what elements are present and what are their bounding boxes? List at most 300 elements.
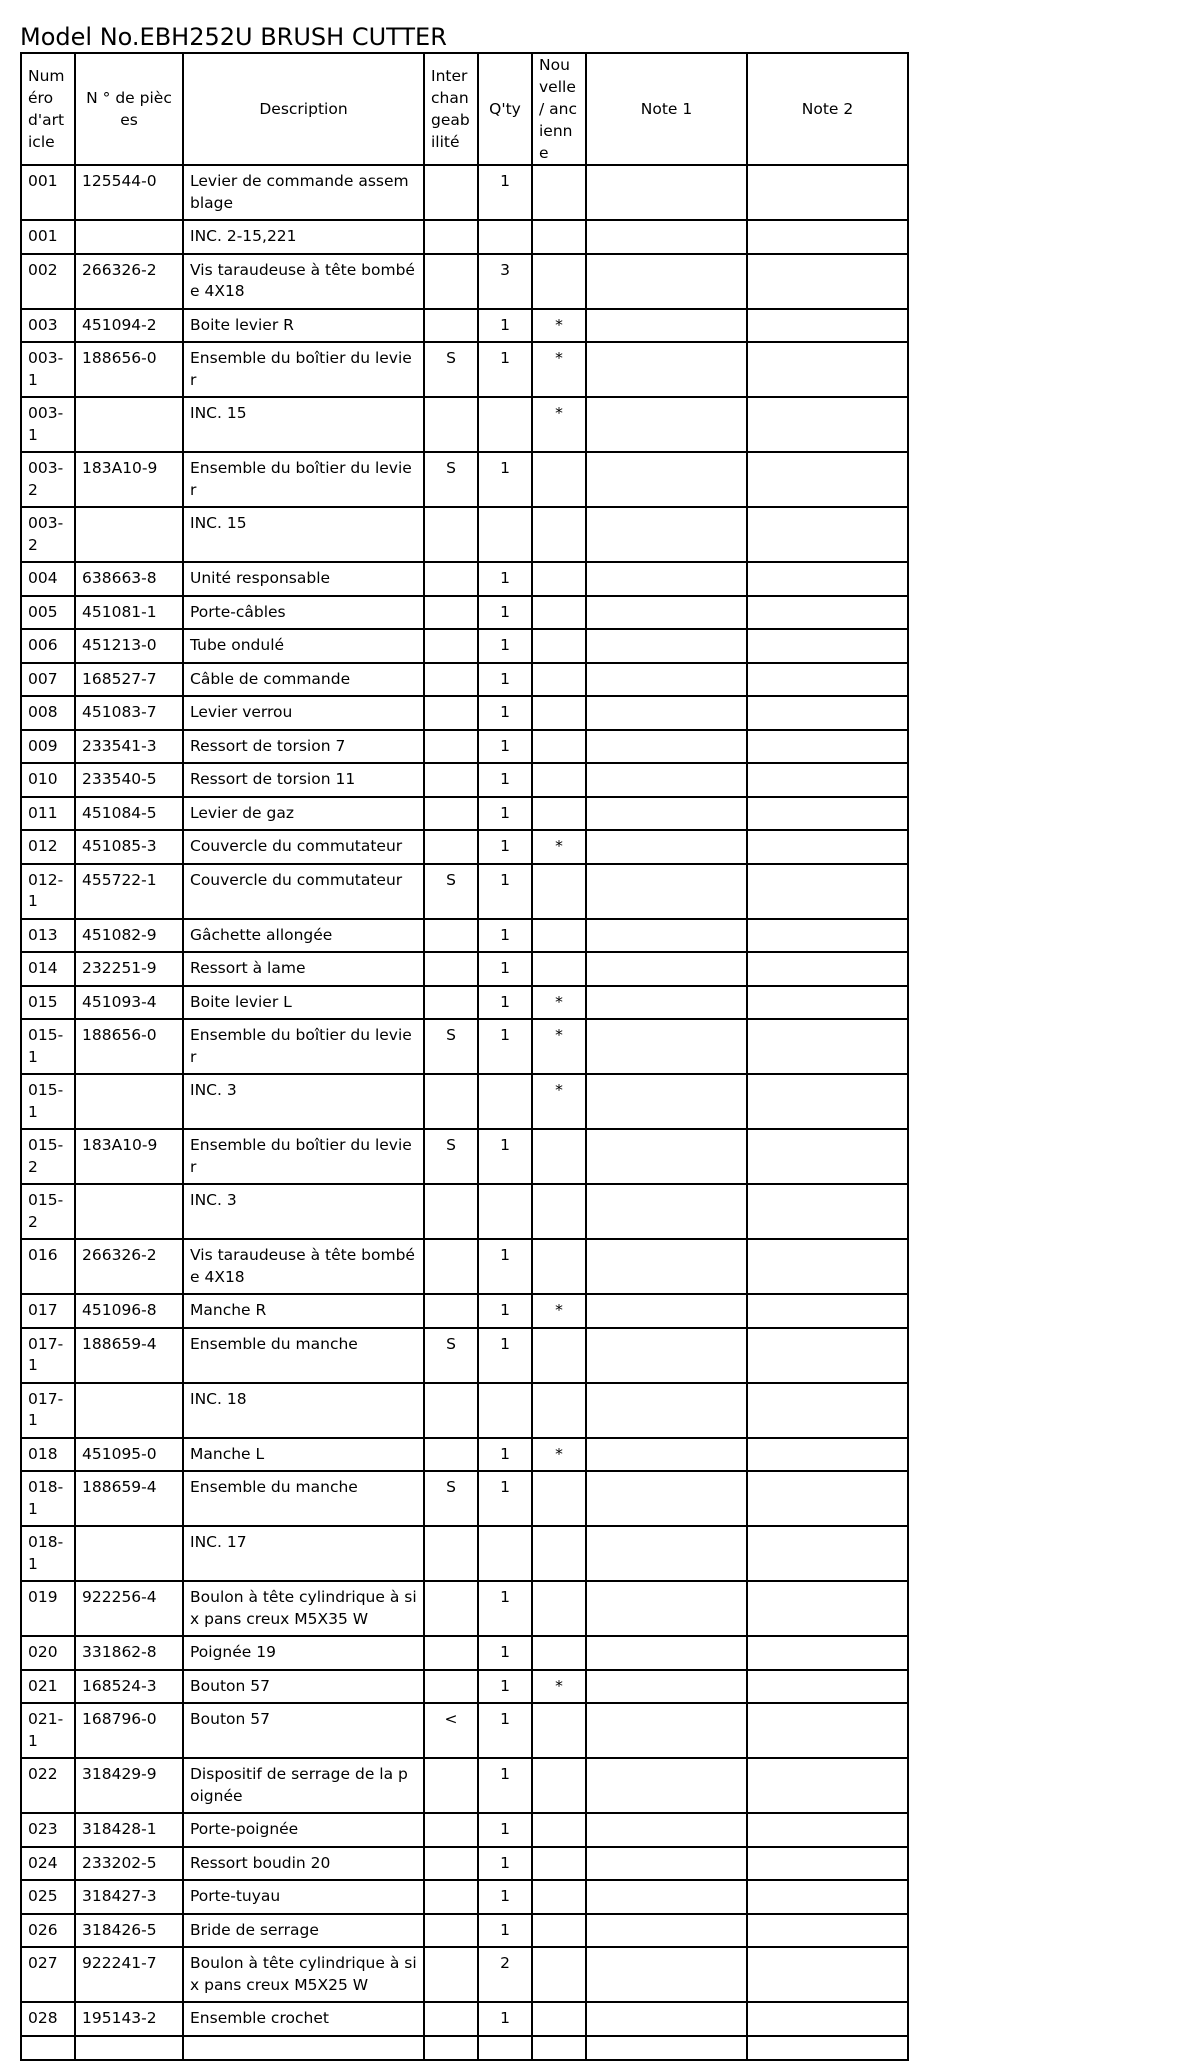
cell-description: Ressort de torsion 11 [183, 763, 424, 797]
cell-note-1 [586, 1383, 747, 1438]
cell-interchangeability [424, 1670, 478, 1704]
table-row [21, 254, 908, 309]
table-row [21, 507, 908, 562]
cell-note-1 [586, 830, 747, 864]
cell-note-1 [586, 254, 747, 309]
cell-description: Boite levier R [183, 309, 424, 343]
cell-note-1 [586, 1239, 747, 1294]
cell-quantity [478, 507, 532, 562]
cell-note-2 [747, 1438, 908, 1472]
cell-quantity: 1 [478, 1914, 532, 1948]
table-row [21, 1914, 908, 1948]
cell-note-2 [747, 342, 908, 397]
cell-item-number: 015-1 [21, 1074, 75, 1129]
cell-part-number: 188656-0 [75, 1019, 183, 1074]
cell-note-2 [747, 663, 908, 697]
cell-note-1 [586, 1471, 747, 1526]
header-quantity: Q'ty [478, 53, 532, 165]
cell-description: INC. 3 [183, 1074, 424, 1129]
cell-description: Porte-tuyau [183, 1880, 424, 1914]
cell-interchangeability [424, 1847, 478, 1881]
table-row [21, 1670, 908, 1704]
cell-interchangeability [424, 629, 478, 663]
cell-note-1 [586, 342, 747, 397]
cell-part-number [75, 1383, 183, 1438]
cell-part-number: 318426-5 [75, 1914, 183, 1948]
cell-new-old [532, 1947, 586, 2002]
table-row [21, 797, 908, 831]
cell-part-number: 455722-1 [75, 864, 183, 919]
cell-description: Bride de serrage [183, 1914, 424, 1948]
cell-quantity: 1 [478, 2002, 532, 2036]
cell-description: Couvercle du commutateur [183, 864, 424, 919]
cell-interchangeability: S [424, 864, 478, 919]
cell-new-old [532, 1914, 586, 1948]
cell-description: Câble de commande [183, 663, 424, 697]
cell-item-number: 003-1 [21, 397, 75, 452]
cell-quantity: 1 [478, 952, 532, 986]
cell-new-old [532, 1526, 586, 1581]
cell-interchangeability: S [424, 452, 478, 507]
cell-quantity: 1 [478, 1847, 532, 1881]
cell-quantity: 1 [478, 1670, 532, 1704]
cell-note-1 [586, 696, 747, 730]
cell-note-1 [586, 629, 747, 663]
table-row [21, 1328, 908, 1383]
cell-note-1 [586, 2002, 747, 2036]
cell-note-1 [586, 220, 747, 254]
cell-description: Levier de commande assemblage [183, 165, 424, 220]
cell-item-number: 015 [21, 986, 75, 1020]
cell-description: Boulon à tête cylindrique à six pans creux M5X35 W [183, 1581, 424, 1636]
cell-description: Ensemble du boîtier du levier [183, 342, 424, 397]
cell-quantity [478, 220, 532, 254]
cell-note-2 [747, 1670, 908, 1704]
cell-new-old: * [532, 1438, 586, 1472]
cell-description: Gâchette allongée [183, 919, 424, 953]
cell-description: Ensemble du boîtier du levier [183, 452, 424, 507]
cell-note-1 [586, 1019, 747, 1074]
cell-item-number: 003-2 [21, 507, 75, 562]
cell-new-old [532, 1184, 586, 1239]
table-row [21, 1880, 908, 1914]
cell-note-1 [586, 1847, 747, 1881]
cell-description: Ensemble crochet [183, 2002, 424, 2036]
cell-description: Manche L [183, 1438, 424, 1472]
cell-note-1 [586, 952, 747, 986]
table-row [21, 220, 908, 254]
cell-interchangeability [424, 952, 478, 986]
cell-interchangeability [424, 1947, 478, 2002]
header-description: Description [183, 53, 424, 165]
cell-note-1 [586, 1581, 747, 1636]
cell-new-old [532, 1129, 586, 1184]
table-row [21, 1074, 908, 1129]
cell-quantity: 1 [478, 864, 532, 919]
cell-note-1 [586, 1703, 747, 1758]
table-row [21, 2002, 908, 2036]
cell-description: Levier verrou [183, 696, 424, 730]
cell-item-number: 013 [21, 919, 75, 953]
cell-note-1 [586, 596, 747, 630]
cell-quantity: 1 [478, 1019, 532, 1074]
cell-quantity: 1 [478, 763, 532, 797]
cell-note-2 [747, 1129, 908, 1184]
cell-part-number [75, 1074, 183, 1129]
cell-item-number: 007 [21, 663, 75, 697]
cell-part-number: 232251-9 [75, 952, 183, 986]
cell-note-1 [586, 1526, 747, 1581]
cell-part-number: 318429-9 [75, 1758, 183, 1813]
cell-part-number: 318428-1 [75, 1813, 183, 1847]
table-row [21, 1636, 908, 1670]
cell-part-number: 451085-3 [75, 830, 183, 864]
cell-description: Ressort de torsion 7 [183, 730, 424, 764]
cell-item-number: 009 [21, 730, 75, 764]
cell-note-2 [747, 562, 908, 596]
cell-part-number: 168524-3 [75, 1670, 183, 1704]
cell-part-number: 183A10-9 [75, 452, 183, 507]
cell-new-old [532, 452, 586, 507]
cell-description: Levier de gaz [183, 797, 424, 831]
cell-part-number: 233540-5 [75, 763, 183, 797]
cell-description: Bouton 57 [183, 1703, 424, 1758]
cell-item-number: 017-1 [21, 1328, 75, 1383]
cell-item-number: 014 [21, 952, 75, 986]
cell-new-old: * [532, 1019, 586, 1074]
cell-interchangeability [424, 1239, 478, 1294]
cell-note-2 [747, 397, 908, 452]
cell-note-2 [747, 1914, 908, 1948]
cell-note-2 [747, 452, 908, 507]
cell-quantity [478, 1074, 532, 1129]
table-header-row [21, 53, 908, 165]
cell-quantity: 1 [478, 309, 532, 343]
cell-part-number: 183A10-9 [75, 1129, 183, 1184]
cell-quantity: 1 [478, 562, 532, 596]
cell-interchangeability [424, 1880, 478, 1914]
cell-part-number [75, 220, 183, 254]
cell-part-number: 451081-1 [75, 596, 183, 630]
cell-interchangeability [424, 763, 478, 797]
cell-interchangeability [424, 1184, 478, 1239]
cell-item-number: 028 [21, 2002, 75, 2036]
table-row [21, 696, 908, 730]
cell-note-2 [747, 1074, 908, 1129]
cell-interchangeability [424, 220, 478, 254]
cell-description: Boite levier L [183, 986, 424, 1020]
cell-new-old [532, 1581, 586, 1636]
table-row [21, 1129, 908, 1184]
cell-new-old [532, 864, 586, 919]
cell-description: Ressort boudin 20 [183, 1847, 424, 1881]
cell-note-2 [747, 2002, 908, 2036]
cell-note-2 [747, 507, 908, 562]
cell-quantity: 3 [478, 254, 532, 309]
cell-note-2 [747, 797, 908, 831]
cell-interchangeability [424, 397, 478, 452]
cell-description: Bouton 57 [183, 1670, 424, 1704]
table-row [21, 562, 908, 596]
table-row [21, 1471, 908, 1526]
cell-new-old [532, 952, 586, 986]
cell-interchangeability [424, 1813, 478, 1847]
cell-description: INC. 18 [183, 1383, 424, 1438]
cell-quantity: 1 [478, 1328, 532, 1383]
cell-note-1 [586, 1947, 747, 2002]
cell-description: Dispositif de serrage de la poignée [183, 1758, 424, 1813]
cell-interchangeability [424, 596, 478, 630]
cell-note-2 [747, 864, 908, 919]
cell-part-number: 922241-7 [75, 1947, 183, 2002]
cell-part-number: 188659-4 [75, 1328, 183, 1383]
cell-note-2 [747, 1471, 908, 1526]
cell-part-number: 233541-3 [75, 730, 183, 764]
cell-description: Tube ondulé [183, 629, 424, 663]
cell-interchangeability [424, 1758, 478, 1813]
cell-note-2 [747, 1947, 908, 2002]
table-row [21, 629, 908, 663]
cell-note-1 [586, 1758, 747, 1813]
cell-empty [532, 2036, 586, 2060]
cell-note-2 [747, 1383, 908, 1438]
table-row [21, 1526, 908, 1581]
cell-description: INC. 15 [183, 397, 424, 452]
cell-interchangeability [424, 254, 478, 309]
cell-interchangeability: S [424, 1129, 478, 1184]
cell-new-old [532, 797, 586, 831]
cell-item-number: 020 [21, 1636, 75, 1670]
cell-note-1 [586, 1184, 747, 1239]
cell-description: Ensemble du manche [183, 1328, 424, 1383]
cell-quantity: 2 [478, 1947, 532, 2002]
cell-note-1 [586, 1670, 747, 1704]
cell-description: INC. 3 [183, 1184, 424, 1239]
cell-note-1 [586, 452, 747, 507]
cell-description: Vis taraudeuse à tête bombée 4X18 [183, 254, 424, 309]
table-row [21, 919, 908, 953]
cell-note-2 [747, 1526, 908, 1581]
cell-empty [424, 2036, 478, 2060]
cell-quantity: 1 [478, 165, 532, 220]
cell-note-2 [747, 629, 908, 663]
page-title: Model No.EBH252U BRUSH CUTTER [20, 23, 447, 51]
cell-new-old: * [532, 1074, 586, 1129]
cell-quantity: 1 [478, 1636, 532, 1670]
cell-part-number: 195143-2 [75, 2002, 183, 2036]
cell-item-number: 016 [21, 1239, 75, 1294]
table-row [21, 1239, 908, 1294]
cell-quantity: 1 [478, 663, 532, 697]
table-row [21, 730, 908, 764]
cell-description: Porte-poignée [183, 1813, 424, 1847]
cell-interchangeability: S [424, 1019, 478, 1074]
cell-quantity: 1 [478, 596, 532, 630]
table-row [21, 165, 908, 220]
cell-interchangeability [424, 1074, 478, 1129]
cell-part-number: 233202-5 [75, 1847, 183, 1881]
cell-new-old: * [532, 397, 586, 452]
cell-note-1 [586, 1813, 747, 1847]
cell-interchangeability [424, 1383, 478, 1438]
cell-note-2 [747, 1294, 908, 1328]
cell-new-old [532, 507, 586, 562]
cell-part-number: 922256-4 [75, 1581, 183, 1636]
cell-quantity: 1 [478, 342, 532, 397]
cell-note-1 [586, 919, 747, 953]
cell-description: Vis taraudeuse à tête bombée 4X18 [183, 1239, 424, 1294]
cell-note-2 [747, 1239, 908, 1294]
cell-note-1 [586, 1074, 747, 1129]
header-part-number: N ° de pièces [75, 53, 183, 165]
table-row [21, 1703, 908, 1758]
cell-part-number: 451083-7 [75, 696, 183, 730]
table-row [21, 342, 908, 397]
cell-new-old [532, 919, 586, 953]
table-row [21, 763, 908, 797]
cell-note-1 [586, 397, 747, 452]
table-row [21, 864, 908, 919]
cell-description: Ressort à lame [183, 952, 424, 986]
table-row [21, 397, 908, 452]
cell-item-number: 027 [21, 1947, 75, 2002]
cell-quantity [478, 1383, 532, 1438]
cell-item-number: 018-1 [21, 1526, 75, 1581]
cell-part-number: 266326-2 [75, 1239, 183, 1294]
cell-item-number: 008 [21, 696, 75, 730]
cell-item-number: 015-2 [21, 1129, 75, 1184]
cell-item-number: 006 [21, 629, 75, 663]
cell-new-old [532, 696, 586, 730]
cell-quantity: 1 [478, 1703, 532, 1758]
cell-note-2 [747, 952, 908, 986]
cell-item-number: 015-2 [21, 1184, 75, 1239]
cell-new-old [532, 562, 586, 596]
cell-note-1 [586, 797, 747, 831]
table-row [21, 1294, 908, 1328]
cell-new-old [532, 220, 586, 254]
table-row [21, 309, 908, 343]
table-row [21, 1758, 908, 1813]
cell-new-old [532, 1328, 586, 1383]
cell-item-number: 003-1 [21, 342, 75, 397]
cell-new-old [532, 254, 586, 309]
cell-new-old [532, 1636, 586, 1670]
cell-quantity: 1 [478, 1239, 532, 1294]
cell-new-old [532, 596, 586, 630]
cell-description: Ensemble du manche [183, 1471, 424, 1526]
table-row [21, 663, 908, 697]
cell-quantity: 1 [478, 452, 532, 507]
cell-quantity: 1 [478, 1581, 532, 1636]
header-item-number: Numéro d'article [21, 53, 75, 165]
cell-note-2 [747, 763, 908, 797]
cell-note-1 [586, 1294, 747, 1328]
cell-empty [747, 2036, 908, 2060]
cell-quantity: 1 [478, 986, 532, 1020]
parts-table [20, 52, 909, 2061]
cell-item-number: 026 [21, 1914, 75, 1948]
cell-interchangeability [424, 1526, 478, 1581]
cell-note-2 [747, 220, 908, 254]
cell-quantity [478, 1184, 532, 1239]
cell-new-old: * [532, 342, 586, 397]
cell-quantity: 1 [478, 797, 532, 831]
cell-part-number: 451093-4 [75, 986, 183, 1020]
cell-note-2 [747, 1703, 908, 1758]
cell-part-number: 451082-9 [75, 919, 183, 953]
cell-interchangeability [424, 309, 478, 343]
cell-item-number: 018-1 [21, 1471, 75, 1526]
cell-quantity [478, 1526, 532, 1581]
cell-interchangeability [424, 1914, 478, 1948]
cell-empty [183, 2036, 424, 2060]
cell-new-old: * [532, 830, 586, 864]
table-row [21, 952, 908, 986]
cell-note-1 [586, 562, 747, 596]
cell-new-old [532, 1880, 586, 1914]
cell-note-1 [586, 986, 747, 1020]
cell-note-1 [586, 507, 747, 562]
cell-note-2 [747, 830, 908, 864]
cell-note-1 [586, 663, 747, 697]
cell-new-old [532, 1847, 586, 1881]
cell-item-number: 012 [21, 830, 75, 864]
cell-quantity: 1 [478, 1438, 532, 1472]
header-note-2: Note 2 [747, 53, 908, 165]
cell-new-old [532, 1383, 586, 1438]
table-row-cutoff [21, 2036, 908, 2060]
cell-note-1 [586, 1880, 747, 1914]
cell-new-old [532, 1471, 586, 1526]
cell-quantity: 1 [478, 1758, 532, 1813]
cell-interchangeability [424, 2002, 478, 2036]
cell-new-old [532, 2002, 586, 2036]
cell-note-2 [747, 1813, 908, 1847]
cell-note-1 [586, 1636, 747, 1670]
cell-interchangeability: S [424, 1328, 478, 1383]
cell-item-number: 005 [21, 596, 75, 630]
cell-description: INC. 2-15,221 [183, 220, 424, 254]
cell-description: Couvercle du commutateur [183, 830, 424, 864]
cell-quantity: 1 [478, 830, 532, 864]
cell-note-2 [747, 309, 908, 343]
cell-empty [75, 2036, 183, 2060]
cell-note-2 [747, 1758, 908, 1813]
cell-new-old [532, 1703, 586, 1758]
cell-quantity: 1 [478, 1471, 532, 1526]
cell-note-2 [747, 1184, 908, 1239]
cell-new-old [532, 1758, 586, 1813]
cell-interchangeability [424, 562, 478, 596]
table-row [21, 1813, 908, 1847]
cell-item-number: 003-2 [21, 452, 75, 507]
cell-item-number: 015-1 [21, 1019, 75, 1074]
cell-note-1 [586, 864, 747, 919]
cell-part-number: 168796-0 [75, 1703, 183, 1758]
cell-part-number: 451213-0 [75, 629, 183, 663]
cell-interchangeability [424, 1636, 478, 1670]
cell-new-old: * [532, 1294, 586, 1328]
cell-quantity: 1 [478, 1880, 532, 1914]
cell-new-old [532, 1813, 586, 1847]
cell-part-number: 188659-4 [75, 1471, 183, 1526]
cell-item-number: 012-1 [21, 864, 75, 919]
cell-new-old: * [532, 986, 586, 1020]
cell-item-number: 011 [21, 797, 75, 831]
cell-interchangeability [424, 986, 478, 1020]
cell-description: Boulon à tête cylindrique à six pans creux M5X25 W [183, 1947, 424, 2002]
